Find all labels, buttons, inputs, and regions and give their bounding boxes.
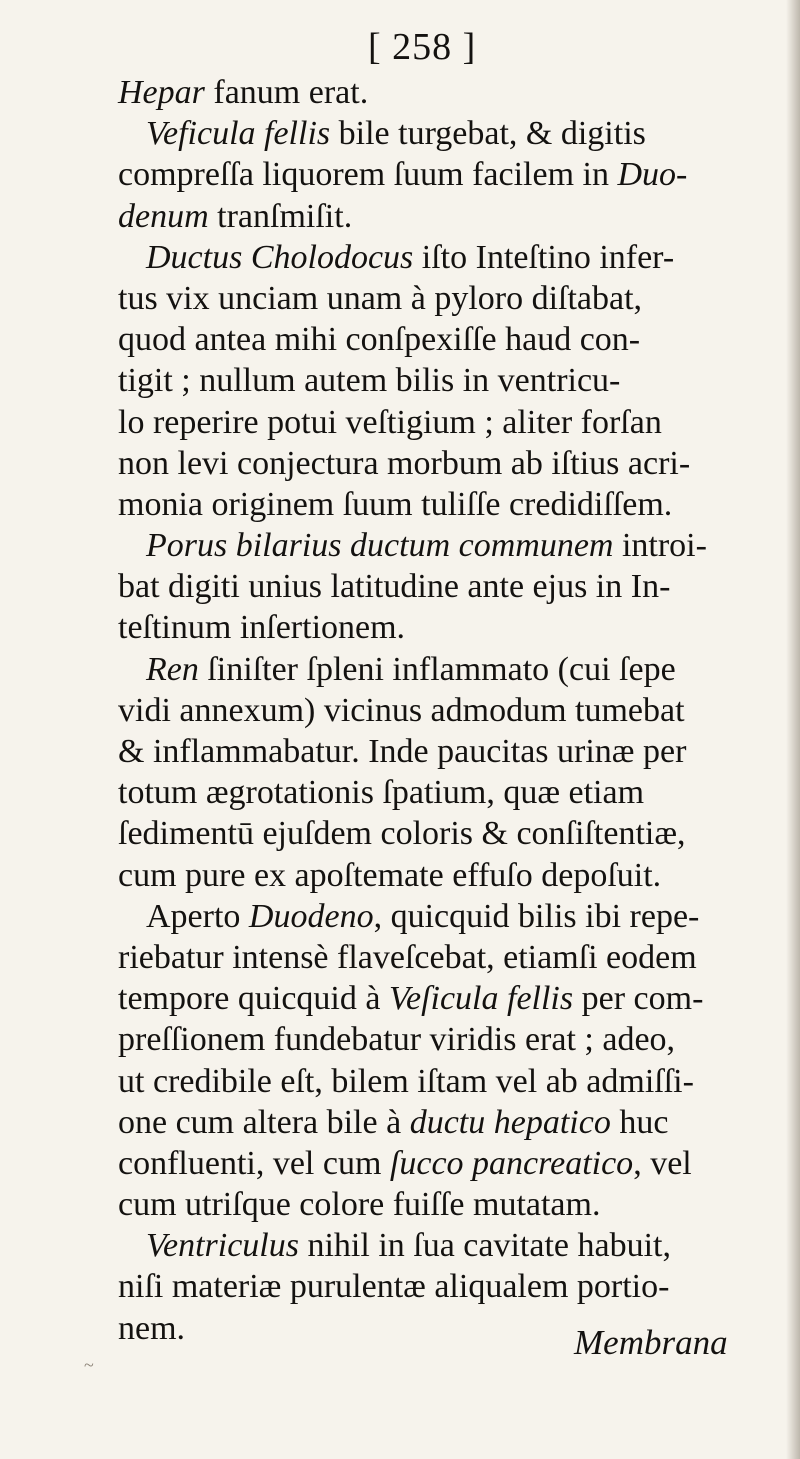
italic-segment: Duodeno: [248, 897, 374, 935]
italic-segment: ſucco pancreatico: [389, 1144, 634, 1182]
italic-segment: Porus bilarius ductum communem: [146, 527, 614, 565]
text-line: [118, 813, 788, 854]
text-line: [118, 731, 788, 772]
text-line: [118, 237, 788, 278]
text-line: [118, 278, 788, 319]
text-segment: , vel: [633, 1144, 692, 1182]
text-line: [118, 1019, 788, 1060]
italic-segment: denum: [118, 197, 209, 235]
text-segment: bat digiti unius latitudine ante ejus in In-: [118, 568, 671, 606]
text-line: [118, 937, 788, 978]
text-line: [118, 855, 788, 896]
text-line: [118, 1184, 788, 1225]
text-segment: cum utriſque colore fuiſſe mutatam.: [118, 1186, 601, 1224]
text-line: [118, 978, 788, 1019]
text-line: [118, 566, 788, 607]
italic-segment: Ventriculus: [146, 1227, 299, 1265]
text-segment: iſto Inteſtino infer-: [413, 238, 675, 276]
text-segment: ſiniſter ſpleni inflammato (cui ſepe: [198, 650, 676, 688]
text-segment: compreſſa liquorem ſuum facilem in: [118, 156, 618, 194]
page-number: [ 258 ]: [368, 26, 477, 68]
text-segment: introi-: [613, 527, 707, 565]
text-segment: niſi materiæ purulentæ aliqualem portio-: [118, 1268, 670, 1306]
text-segment: riebatur intensè flaveſcebat, etiamſi eodem: [118, 938, 697, 976]
italic-segment: Veficula fellis: [146, 115, 331, 153]
text-segment: quod antea mihi conſpexiſſe haud con-: [118, 321, 641, 359]
text-line: [118, 443, 788, 484]
text-line: [118, 1143, 788, 1184]
text-line: [118, 1061, 788, 1102]
text-line: [118, 1225, 788, 1266]
italic-segment: Ductus Cholodocus: [146, 238, 414, 276]
italic-segment: Duo-: [617, 156, 688, 194]
text-segment: one cum altera bile à: [118, 1103, 410, 1141]
text-segment: preſſionem fundebatur viridis erat ; adeo,: [118, 1021, 676, 1059]
text-segment: Aperto: [146, 897, 249, 935]
text-segment: & inflammabatur. Inde paucitas urinæ per: [118, 733, 687, 770]
italic-segment: Ren: [146, 650, 199, 688]
text-line: [118, 360, 788, 401]
text-segment: fanum erat.: [204, 74, 369, 111]
text-line: [118, 772, 788, 813]
text-segment: confluenti, vel cum: [118, 1144, 390, 1182]
text-line: [118, 649, 788, 690]
text-segment: ſedimentū ejuſdem coloris & conſiſtentiæ,: [118, 815, 686, 853]
text-segment: tus vix unciam unam à pyloro diſtabat,: [118, 279, 643, 317]
text-line: [118, 402, 788, 443]
page-edge-shadow: [786, 0, 800, 1459]
margin-mark: ~: [84, 1355, 94, 1375]
catchword: Membrana: [574, 1323, 728, 1362]
text-segment: lo reperire potui veſtigium ; aliter forſan: [118, 403, 662, 441]
text-line: [118, 113, 788, 154]
text-line: [118, 1102, 788, 1143]
text-line: [118, 690, 788, 731]
text-segment: ut credibile eſt, bilem iſtam vel ab admiſſi-: [118, 1062, 694, 1100]
text-line: [118, 319, 788, 360]
text-line: [118, 607, 788, 648]
text-segment: monia originem ſuum tuliſſe credidiſſem.: [118, 485, 673, 523]
text-line: [118, 196, 788, 237]
text-line: [118, 525, 788, 566]
text-line: [118, 896, 788, 937]
text-segment: totum ægrotationis ſpatium, quæ etiam: [118, 774, 645, 812]
text-line: [118, 484, 788, 525]
text-line: [118, 72, 788, 113]
text-segment: tempore quicquid à: [118, 980, 389, 1018]
italic-segment: Veſicula fellis: [388, 980, 574, 1018]
text-line: [118, 154, 788, 195]
text-line: [118, 1266, 788, 1307]
text-segment: nem.: [118, 1309, 186, 1347]
text-segment: nihil in ſua cavitate habuit,: [298, 1227, 671, 1265]
text-segment: tigit ; nullum autem bilis in ventricu-: [118, 362, 621, 400]
text-segment: teſtinum inſertionem.: [118, 609, 406, 647]
text-segment: per com-: [573, 980, 704, 1018]
text-segment: huc: [610, 1103, 669, 1141]
text-segment: tranſmiſit.: [208, 197, 353, 235]
body-text: [118, 72, 788, 1349]
text-segment: cum pure ex apoſtemate effuſo depoſuit.: [118, 856, 662, 894]
italic-segment: Hepar: [118, 74, 205, 111]
text-segment: bile turgebat, & digitis: [330, 115, 646, 153]
text-segment: , quicquid bilis ibi repe-: [373, 897, 700, 935]
text-segment: non levi conjectura morbum ab iſtius acri-: [118, 444, 691, 482]
text-segment: vidi annexum) vicinus admodum tumebat: [118, 691, 685, 729]
italic-segment: ductu hepatico: [409, 1103, 611, 1141]
